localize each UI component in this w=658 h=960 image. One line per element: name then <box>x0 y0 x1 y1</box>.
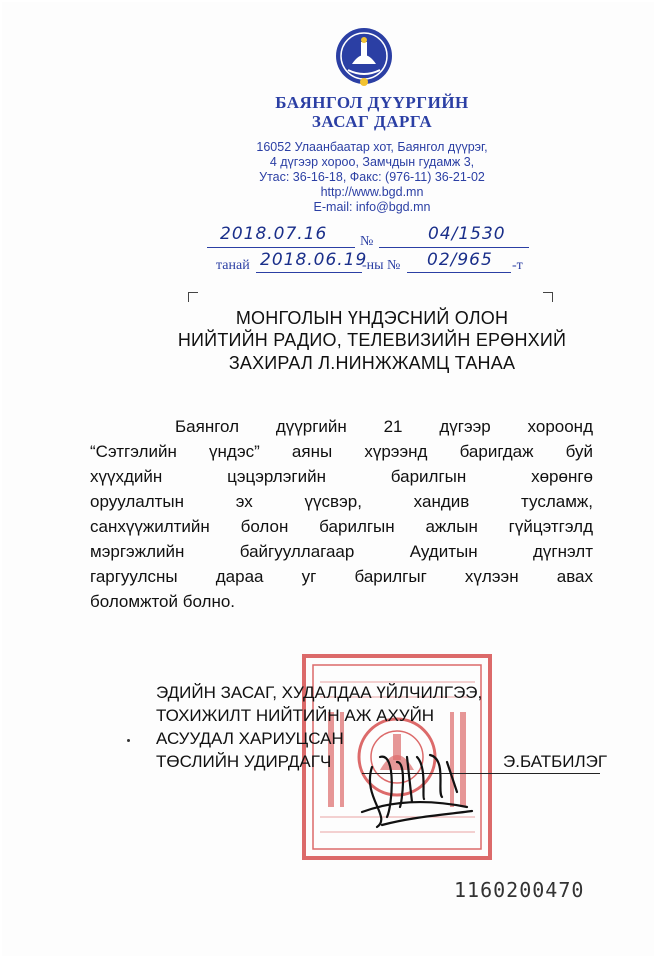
phone-fax-line: Утас: 36-16-18, Факс: (976-11) 36-21-02 <box>259 170 485 184</box>
body-line: хүүхдийн цэцэрлэгийн барилгын хөрөнгө <box>90 467 593 486</box>
ink-dot <box>127 739 130 742</box>
addressee-line: МОНГОЛЫН ҮНДЭСНИЙ ОЛОН <box>235 308 509 328</box>
letter-page <box>2 2 654 956</box>
addressee-line: НИЙТИЙН РАДИО, ТЕЛЕВИЗИЙН ЕРӨНХИЙ <box>177 330 567 350</box>
body-line: боломжтой болно. <box>90 592 236 611</box>
address-line: 16052 Улаанбаатар хот, Баянгол дүүрэг, <box>256 140 488 154</box>
email-line: E-mail: info@bgd.mn <box>313 200 431 214</box>
addressee-corner-mark <box>188 292 198 302</box>
tanai-date-underline <box>256 272 362 273</box>
tanai-label: танай <box>216 258 250 273</box>
signatory-title-line: АСУУДАЛ ХАРИУЦСАН <box>156 729 344 748</box>
address-line: 4 дүгээр хороо, Замчдын гудамж 3, <box>269 155 475 169</box>
letter-number: 04/1530 <box>428 224 506 244</box>
body-line: “Сэтгэлийн үндэс” аяны хүрээнд баригдаж буй <box>90 442 593 461</box>
tanai-number: 02/965 <box>427 250 493 270</box>
addressee-line: ЗАХИРАЛ Л.НИНЖЖАМЦ ТАНАА <box>228 353 516 373</box>
serial-number: 1160200470 <box>454 878 585 902</box>
number-underline <box>379 247 529 248</box>
tanai-number-underline <box>407 272 511 273</box>
body-line: мэргэжлийн байгууллагаар Аудитын дүгнэлт <box>90 542 593 561</box>
tanai-date: 2018.06.19 <box>260 250 368 270</box>
body-line: оруулалтын эх үүсвэр, хандив тусламж, <box>90 492 593 511</box>
body-line: Баянгол дүүргийн 21 дүгээр хороонд <box>175 417 593 436</box>
signatory-title-line: ТОХИЖИЛТ НИЙТИЙН АЖ АХУЙН <box>156 706 435 725</box>
org-name-line1: БАЯНГОЛ ДҮҮРГИЙН <box>275 93 469 112</box>
body-line: санхүүжилтийн болон барилгын ажлын гүйцэтгэлд <box>90 517 593 536</box>
signatory-name: Э.БАТБИЛЭГ <box>503 752 608 771</box>
addressee-corner-mark <box>543 292 553 302</box>
number-label: № <box>360 234 374 249</box>
date-underline <box>207 247 355 248</box>
signatory-title-line: ЭДИЙН ЗАСАГ, ХУДАЛДАА ҮЙЛЧИЛГЭЭ, <box>156 683 483 702</box>
handwritten-signature <box>352 737 482 832</box>
org-name-line2: ЗАСАГ ДАРГА <box>311 112 433 131</box>
t-label: -т <box>512 258 523 273</box>
letter-date: 2018.07.16 <box>220 224 328 244</box>
nyi-label: -ны № <box>362 258 401 273</box>
state-emblem-icon <box>334 26 394 88</box>
website-line: http://www.bgd.mn <box>320 185 424 199</box>
signatory-title-line: ТӨСЛИЙН УДИРДАГЧ <box>156 752 332 771</box>
body-line: гаргуулсны дараа уг барилгыг хүлээн авах <box>90 567 593 586</box>
